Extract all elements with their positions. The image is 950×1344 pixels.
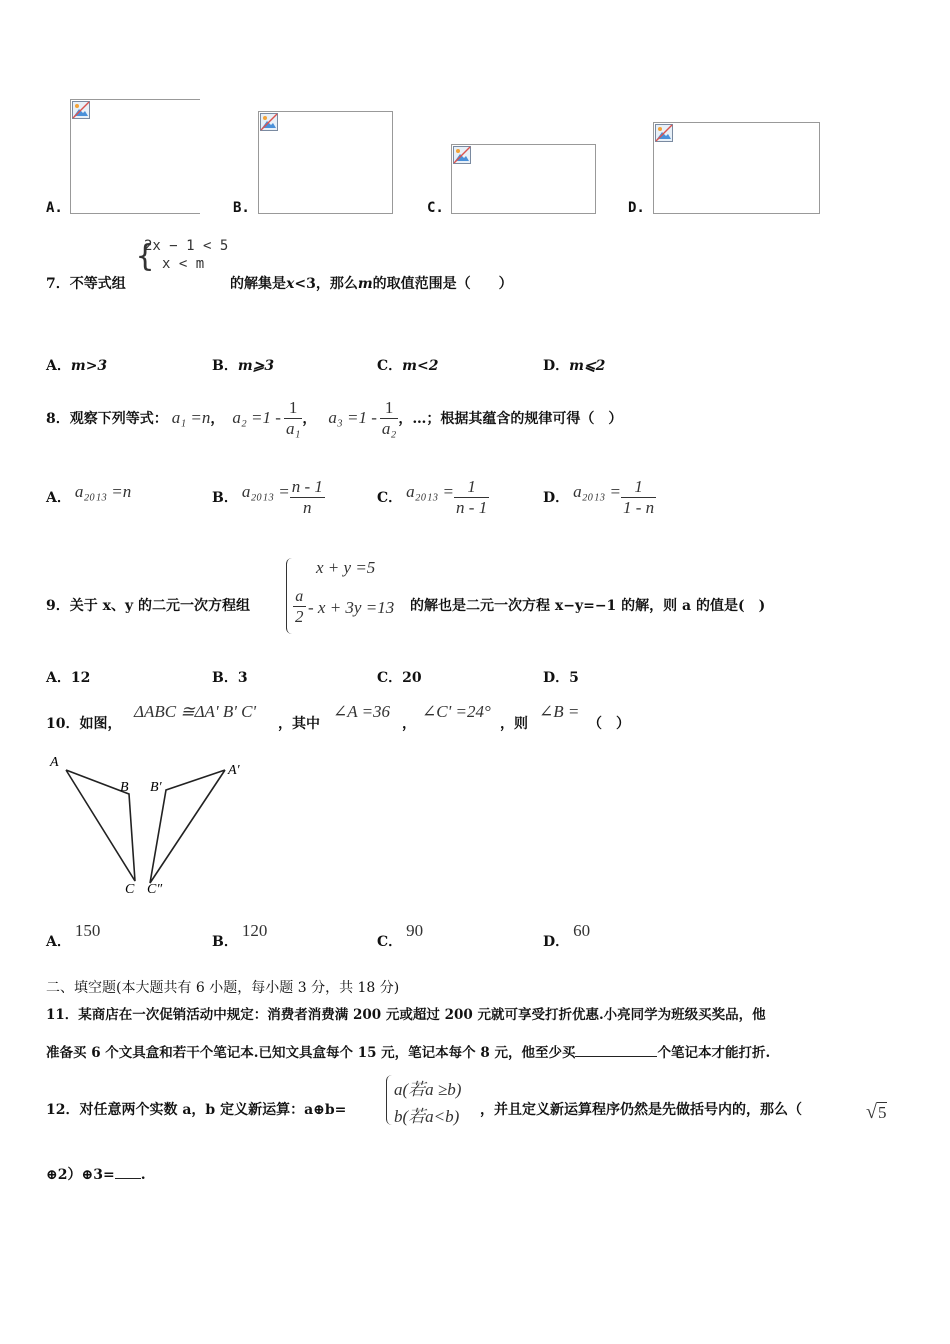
q9-option-a: A．12 (46, 670, 91, 686)
q9-equation-system (282, 556, 410, 638)
q9-stem: 的解也是二元一次方程 x−y=−1 的解，则 a 的值是( ) (410, 598, 766, 614)
q8-eq2-lhs: a₂ =1 - (232, 408, 281, 427)
q12-answer-blank[interactable] (115, 1166, 141, 1179)
q9-option-c: C．20 (377, 670, 422, 686)
q6-option-d-label: D. (628, 200, 645, 216)
q12-case1: a(若a ≥b) (394, 1080, 462, 1099)
q11-answer-blank[interactable] (575, 1044, 657, 1057)
q8-option-a: A． a₂₀₁₃ =n (46, 482, 132, 506)
q8-eq1: a₁ =n (171, 408, 211, 427)
broken-image-icon (72, 101, 90, 119)
q8-option-b: B． a₂₀₁₃ = $\frac{n - 1}{n}$ (212, 476, 323, 517)
q10-option-d: D．60 (543, 921, 591, 950)
q8-option-b-fraction: $\frac{n - 1}{n}$ (291, 476, 323, 517)
section-2-title: 二、填空题(本大题共有 6 小题，每小题 3 分，共 18 分) (46, 980, 400, 996)
q8-stem: 8． 观察下列等式： a₁ =n ， a₂ =1 - $\frac{1}{\text{a₁}}$ ， a₃ =1 - $\frac{1}{\text{a₂}}$ ，…；根据其蕴含的规律可得（ ） (46, 397, 623, 438)
q12-prefix: 12．对任意两个实数 a，b 定义新运算：a⊕b= (46, 1102, 347, 1118)
broken-image-icon (260, 113, 278, 131)
q10-angle-b: ∠B = (539, 702, 580, 721)
q7-option-b: B．m⩾3 (212, 358, 275, 374)
q8-eq3-lhs: a₃ =1 - (328, 408, 377, 427)
q11-line1: 11．某商店在一次促销活动中规定：消费者消费满 200 元或超过 200 元就可享受打折优惠.小亮同学为班级买奖品，他 (46, 1007, 766, 1023)
q8-option-c-fraction: $\frac{1}{n - 1}$ (456, 476, 488, 517)
q10-triangles-figure (40, 748, 260, 900)
q6-option-a-label: A. (46, 200, 63, 216)
q7-system-line2: x < m (162, 256, 205, 272)
q8-eq3-fraction: $\frac{1}{\text{a₂}}$ (381, 397, 397, 438)
q10-option-a: A．150 (46, 921, 101, 950)
q9-line2: - x + 3y =13 (308, 598, 395, 617)
q10-prefix: 10．如图， (46, 716, 122, 732)
q7-prefix: 7．不等式组 (46, 276, 126, 292)
q7-stem: 的解集是x<3，那么m的取值范围是（ ） (230, 276, 513, 292)
q10-mid: ，其中 (278, 716, 320, 732)
label-b: B (120, 780, 129, 795)
q8-eq2-fraction: $\frac{1}{\text{a₁}}$ (285, 397, 301, 438)
q12-sqrt: √5 (866, 1101, 887, 1123)
broken-image-icon (453, 146, 471, 164)
q6-option-d-image (653, 122, 820, 214)
q6-option-a-image (70, 99, 200, 214)
q8-option-c: C． a₂₀₁₃ = $\frac{1}{n - 1}$ (377, 476, 488, 517)
label-b-prime: B′ (150, 780, 162, 795)
q10-post: ，则 (500, 716, 528, 732)
label-c: C (125, 882, 135, 897)
q12-piecewise (384, 1073, 480, 1129)
q6-option-c-image (451, 144, 596, 214)
q6-option-c-label: C. (427, 200, 444, 216)
broken-image-icon (655, 124, 673, 142)
q12-case2: b(若a<b) (394, 1107, 460, 1126)
label-c-prime: C″ (147, 882, 163, 897)
q8-option-d: D． a₂₀₁₃ = $\frac{1}{1 - n}$ (543, 476, 655, 517)
q12-stem: ，并且定义新运算程序仍然是先做括号内的，那么（ (480, 1102, 802, 1118)
label-a-prime: A′ (228, 763, 240, 778)
q7-option-c: C．m<2 (377, 358, 439, 374)
q9-line1: x + y =5 (316, 558, 376, 577)
q11-line2: 准备买 6 个文具盒和若干个笔记本.已知文具盒每个 15 元，笔记本每个 8 元，他至少买 个笔记本才能打折. (46, 1045, 771, 1061)
q7-inequality-system: { 2x − 1 < 5 x < m (136, 238, 229, 274)
q9-prefix: 9．关于 x、y 的二元一次方程组 (46, 598, 250, 614)
q9-line2-fraction: $\frac{a}{2}$ (295, 588, 304, 627)
q10-congruence: ΔABC ≅ΔA' B' C' (134, 702, 257, 721)
q10-angle-c: ∠C' =24° (422, 702, 491, 721)
q9-option-b: B．3 (212, 670, 248, 686)
q7-option-a: A．m>3 (46, 358, 108, 374)
q7-option-d: D．m⩽2 (543, 358, 606, 374)
q10-angle-a: ∠A =36 (333, 702, 391, 721)
q10-option-c: C．90 (377, 921, 424, 950)
q9-option-d: D．5 (543, 670, 579, 686)
q12-line2: ⊕2）⊕3= . (46, 1167, 146, 1183)
label-a: A (50, 755, 59, 770)
q7-system-line1: 2x − 1 < 5 (144, 238, 229, 254)
q6-option-b-label: B. (233, 200, 250, 216)
q6-option-b-image (258, 111, 393, 214)
q10-option-b: B．120 (212, 921, 268, 950)
q8-option-d-fraction: $\frac{1}{1 - n}$ (623, 476, 655, 517)
